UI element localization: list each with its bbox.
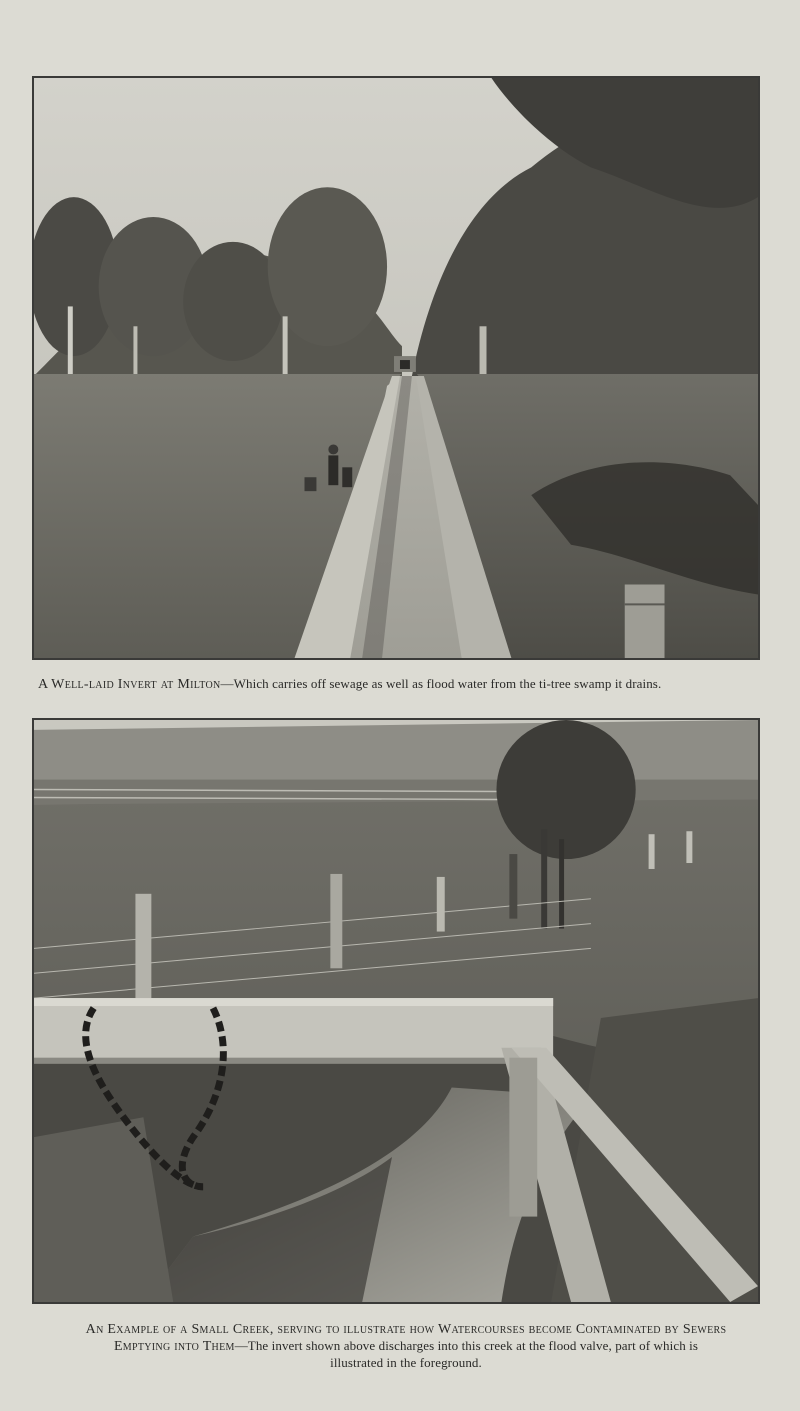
photo-small-creek [32,718,760,1304]
plate-2-caption-title-line1: An Example of a Small Creek, serving to illustrate how Watercourses become Contaminated by Sewers [85,1322,727,1337]
plate-1-caption [38,676,778,693]
plate-1-caption-title: A Well-laid Invert at Milton [38,677,221,692]
plate-2-caption-text-line3: illustrated in the foreground. [330,1355,482,1370]
creek-photo-drawing [34,720,758,1302]
plate-2-caption-title-line2: Emptying into Them [113,1339,235,1354]
invert-photo-drawing [34,78,758,658]
plate-2-caption [48,1322,764,1371]
plate-2-caption-text-line2: —The invert shown above discharges into this creek at the flood valve, part of which is [234,1338,699,1353]
plate-1-caption-text: —Which carries off sewage as well as flood water from the ti-tree swamp it drains. [220,676,662,691]
photo-invert-at-milton [32,76,760,660]
